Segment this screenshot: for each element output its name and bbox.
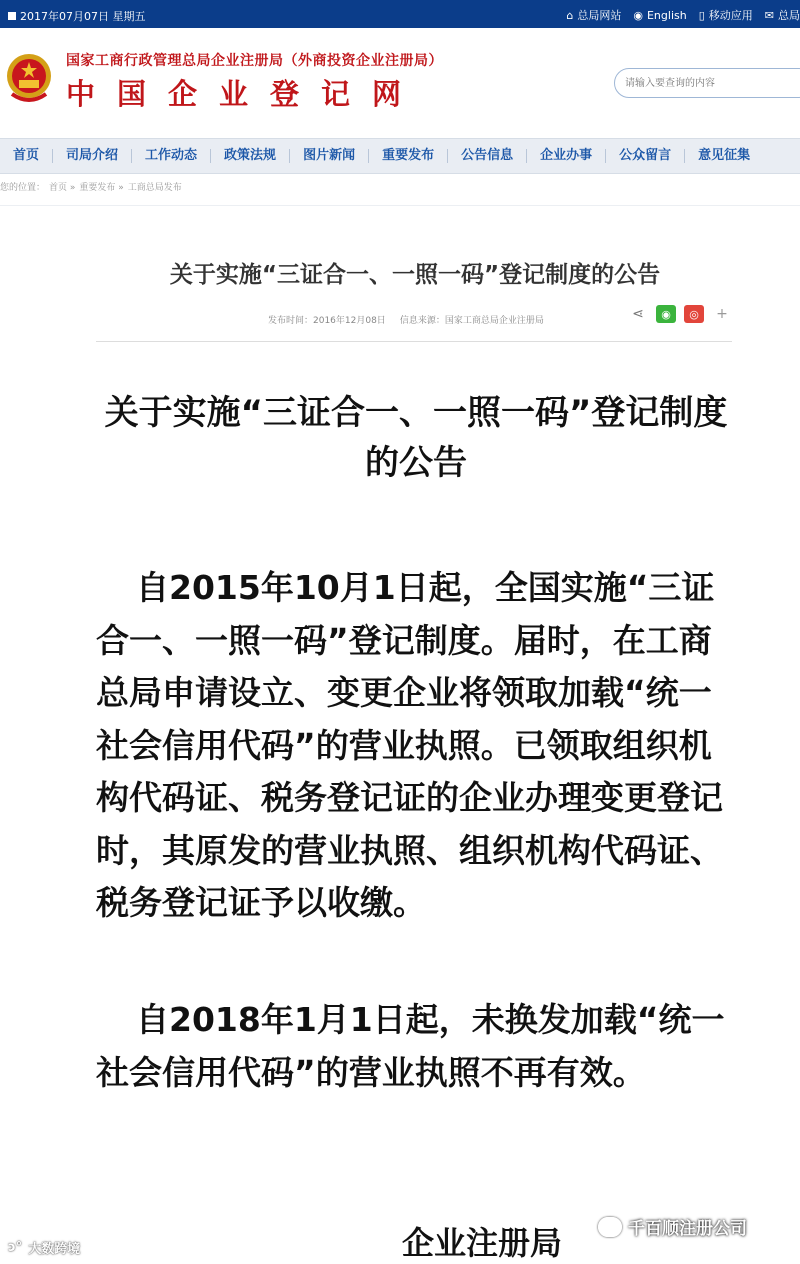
nav-item-photo-news[interactable]: 图片新闻 xyxy=(290,149,369,163)
main-nav xyxy=(0,138,800,174)
title-divider xyxy=(96,341,732,342)
breadcrumb-current[interactable]: 工商总局发布 xyxy=(127,183,182,193)
national-emblem-icon xyxy=(4,50,54,106)
nav-item-messages[interactable]: 公众留言 xyxy=(606,149,685,163)
wechat-watermark-icon xyxy=(598,1217,622,1237)
watermark-left xyxy=(8,1238,80,1257)
breadcrumb-label: 您的位置： xyxy=(0,183,46,193)
share-bar xyxy=(628,305,732,323)
watermark-left-text: 大数跨境 xyxy=(28,1242,81,1257)
nav-item-home[interactable]: 首页 xyxy=(0,149,53,163)
more-share-icon[interactable]: + xyxy=(716,306,728,322)
content-title: 关于实施“三证合一、一照一码”登记制度的公告 xyxy=(104,393,728,483)
top-link-label: 总局网站 xyxy=(577,9,622,22)
mail-icon: ✉ xyxy=(764,8,774,22)
top-links xyxy=(566,7,800,23)
top-link-mobile[interactable] xyxy=(699,7,753,23)
publish-time: 发布时间：2016年12月08日 xyxy=(268,316,386,326)
weibo-icon[interactable]: ◎ xyxy=(684,305,704,323)
date-text: 2017年07月07日 星期五 xyxy=(20,10,146,23)
top-link-label: English xyxy=(646,8,687,22)
top-link-label: 总局 xyxy=(778,9,800,22)
article-title: 关于实施“三证合一、一照一码”登记制度的公告 xyxy=(169,262,661,288)
breadcrumb xyxy=(0,180,182,193)
top-bar xyxy=(0,0,800,28)
watermark-right-text: 千百顺注册公司 xyxy=(628,1219,747,1239)
watermark-logo-icon: ↄ° xyxy=(8,1240,23,1255)
search-input[interactable] xyxy=(614,68,800,98)
mobile-icon: ▯ xyxy=(698,8,705,22)
content-paragraph-2: 自2018年1月1日起，未换发加载“统一社会信用代码”的营业执照不再有效。 xyxy=(96,1000,725,1092)
nav-item-announcements[interactable]: 公告信息 xyxy=(448,149,527,163)
top-link-mail[interactable] xyxy=(765,7,800,23)
nav-item-releases[interactable]: 重要发布 xyxy=(369,149,448,163)
nav-item-work-news[interactable]: 工作动态 xyxy=(132,149,211,163)
home-icon: ⌂ xyxy=(566,8,574,22)
date-display xyxy=(8,8,146,24)
top-link-home[interactable] xyxy=(566,7,621,23)
watermark-right xyxy=(598,1214,747,1239)
content-signer: 企业注册局 xyxy=(402,1224,563,1262)
calendar-icon xyxy=(8,12,16,20)
nav-item-policies[interactable]: 政策法规 xyxy=(211,149,290,163)
site-name-logo[interactable]: 中国企业登记网 xyxy=(66,77,424,111)
org-subtitle: 国家工商行政管理总局企业注册局（外商投资企业注册局） xyxy=(66,53,443,69)
wechat-icon[interactable]: ◉ xyxy=(656,305,676,323)
panel-border xyxy=(0,205,800,206)
nav-item-bureau-intro[interactable]: 司局介绍 xyxy=(53,149,132,163)
share-icon[interactable]: ⋖ xyxy=(632,306,644,322)
breadcrumb-releases[interactable]: 重要发布 » xyxy=(79,183,124,193)
nav-item-services[interactable]: 企业办事 xyxy=(527,149,606,163)
top-link-english[interactable] xyxy=(633,9,686,22)
content-paragraph-1: 自2015年10月1日起，全国实施“三证合一、一照一码”登记制度。届时，在工商总局申请设立、变更企业将领取加载“统一社会信用代码”的营业执照。已领取组织机构代码证、税务登记证的企业办理变更登记时，其原发的营业执照、组织机构代码证、税务登记证予以收缴。 xyxy=(96,568,723,922)
top-link-label: 移动应用 xyxy=(708,9,753,22)
globe-icon: ◉ xyxy=(633,8,643,22)
article-meta xyxy=(268,313,544,326)
nav-item-feedback[interactable]: 意见征集 xyxy=(698,148,751,163)
info-source: 信息来源：国家工商总局企业注册局 xyxy=(399,316,544,326)
breadcrumb-home[interactable]: 首页 » xyxy=(49,183,76,193)
site-header xyxy=(0,28,800,138)
